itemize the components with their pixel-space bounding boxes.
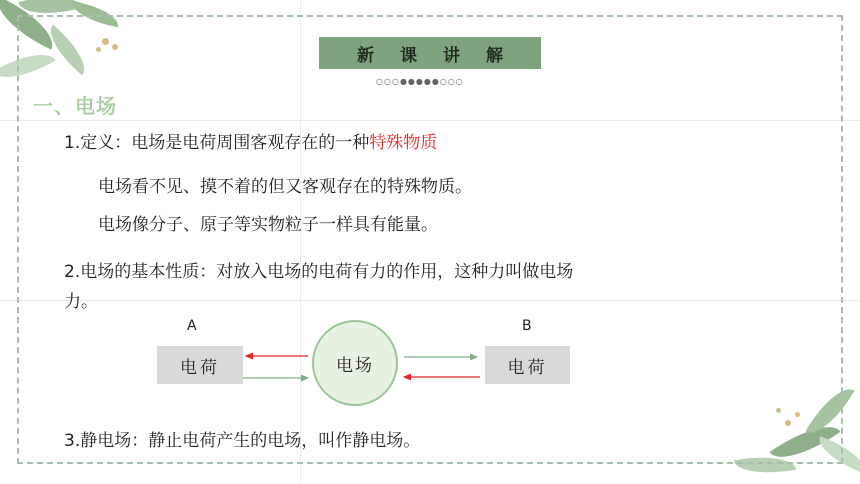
header-dots: ○○○●●●●●○○○ [376, 77, 464, 86]
property-line-1: 2.电场的基本性质：对放入电场的电荷有力的作用，这种力叫做电场 [64, 262, 574, 282]
slide-header: 新课讲解 [319, 37, 541, 69]
label-b: B [522, 318, 532, 334]
definition-text: 1.定义：电场是电荷周围客观存在的一种 [64, 133, 370, 153]
section-title: 一、电场 [33, 94, 117, 118]
definition-highlight: 特殊物质 [369, 133, 438, 153]
static-field-line: 3.静电场：静止电荷产生的电场，叫作静电场。 [64, 431, 421, 451]
energy-line: 电场像分子、原子等实物粒子一样具有能量。 [98, 215, 438, 235]
charge-box-left: 电荷 [157, 346, 243, 384]
charge-box-right: 电荷 [485, 346, 570, 384]
invisible-line: 电场看不见、摸不着的但又客观存在的特殊物质。 [98, 177, 472, 197]
property-line-2: 力。 [64, 292, 98, 312]
label-a: A [187, 318, 197, 334]
field-circle: 电场 [312, 320, 398, 406]
